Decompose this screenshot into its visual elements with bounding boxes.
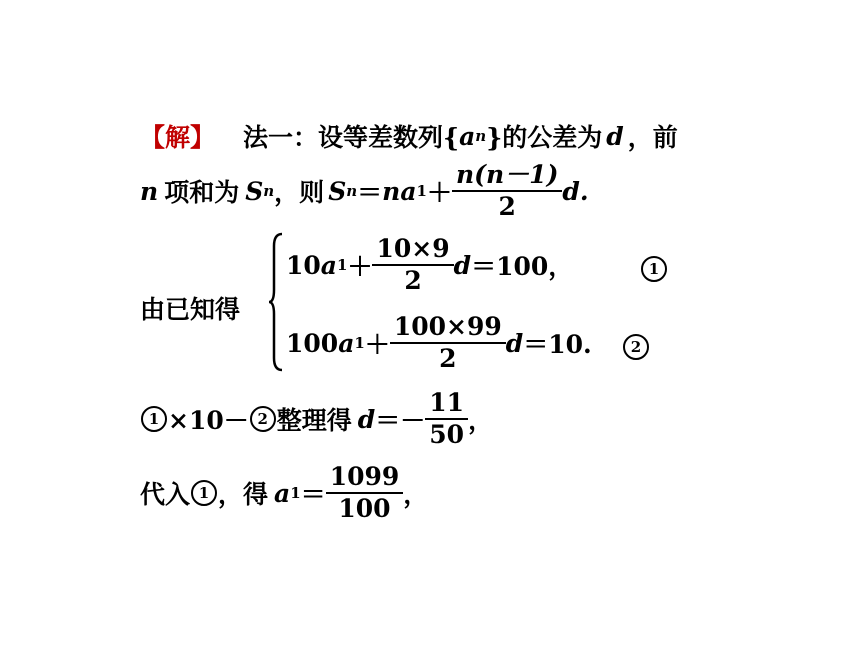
fraction-numerator: 100×99 xyxy=(393,312,502,341)
fraction-100x99-over-2 xyxy=(392,312,504,374)
var-a: a xyxy=(459,121,476,151)
fraction-numerator: 10×9 xyxy=(376,234,450,263)
fraction-denominator: 2 xyxy=(372,264,453,296)
circled-marker-1: 1 xyxy=(191,480,217,506)
sub-n: n xyxy=(346,182,358,200)
fraction-numerator: 11 xyxy=(429,388,465,417)
var-n: n xyxy=(140,176,159,206)
var-d: d xyxy=(505,328,524,358)
coef: 10 xyxy=(286,250,321,280)
circled-marker-1: 1 xyxy=(141,406,167,432)
get-text: ，得 xyxy=(218,480,269,509)
sub-1: 1 xyxy=(416,182,427,200)
var-d: d xyxy=(357,404,376,434)
var-a: a xyxy=(320,250,337,280)
plus-sign: ＋ xyxy=(347,252,373,281)
var-d: d xyxy=(606,121,624,151)
comma: ， xyxy=(468,406,494,435)
var-a: a xyxy=(274,478,291,508)
var-d: d xyxy=(453,250,472,280)
circled-marker-2: 2 xyxy=(623,334,649,360)
fraction-1099-over-100 xyxy=(328,462,402,524)
sum-text: 项和为 xyxy=(164,178,240,207)
front-text: ，前 xyxy=(627,123,678,152)
coef: 100 xyxy=(286,328,339,358)
circled-marker-2: 2 xyxy=(250,406,276,432)
fraction-denominator: 50 xyxy=(425,418,468,450)
sub-1: 1 xyxy=(337,256,348,274)
fraction-10x9-over-2 xyxy=(374,234,451,296)
fraction-numerator: n(n－1) xyxy=(456,160,559,189)
substitute-text: 代入 xyxy=(140,480,191,509)
given-text: 由已知得 xyxy=(140,295,241,324)
solution-label: 【解】 xyxy=(140,123,216,152)
sub-1: 1 xyxy=(354,334,365,352)
sub-n: n xyxy=(263,182,275,200)
equals-sign: ＝ xyxy=(357,178,383,207)
equation-rhs: ＝10. xyxy=(523,330,592,359)
plus-sign: ＋ xyxy=(364,330,390,359)
fraction-numerator: 1099 xyxy=(329,462,400,491)
fraction-denominator: 100 xyxy=(326,492,404,524)
system-label xyxy=(140,290,240,326)
var-d-end: d. xyxy=(562,176,589,206)
var-a: a xyxy=(338,328,355,358)
fraction-denominator: 2 xyxy=(390,342,506,374)
times-ten-minus: ×10－ xyxy=(168,406,249,435)
solution-line-1 xyxy=(140,118,678,154)
equals-minus: ＝－ xyxy=(375,406,426,435)
fraction-11-over-50 xyxy=(427,388,466,450)
comma: ， xyxy=(403,480,429,509)
equation-2 xyxy=(286,312,592,374)
fraction-denominator: 2 xyxy=(452,190,562,222)
var-na: na xyxy=(382,176,417,206)
solution-line-2 xyxy=(140,160,589,222)
equation-1 xyxy=(286,234,573,296)
fraction-n-n-minus-1-over-2 xyxy=(454,160,560,222)
left-brace-icon xyxy=(268,232,284,372)
method-intro-text: 法一：设等差数列{ xyxy=(243,123,460,152)
simplify-text: 整理得 xyxy=(276,406,352,435)
common-diff-text: }的公差为 xyxy=(486,123,603,152)
equation-rhs: ＝100， xyxy=(471,252,574,281)
circled-marker-1: 1 xyxy=(641,256,667,282)
solution-line-4 xyxy=(140,388,493,450)
equals-sign: ＝ xyxy=(300,480,326,509)
var-S: S xyxy=(245,176,264,206)
sub-1: 1 xyxy=(290,484,301,502)
sub-n: n xyxy=(475,127,487,145)
plus-sign: ＋ xyxy=(426,178,452,207)
var-S: S xyxy=(328,176,347,206)
solution-line-5 xyxy=(140,462,428,524)
then-text: ，则 xyxy=(274,178,325,207)
